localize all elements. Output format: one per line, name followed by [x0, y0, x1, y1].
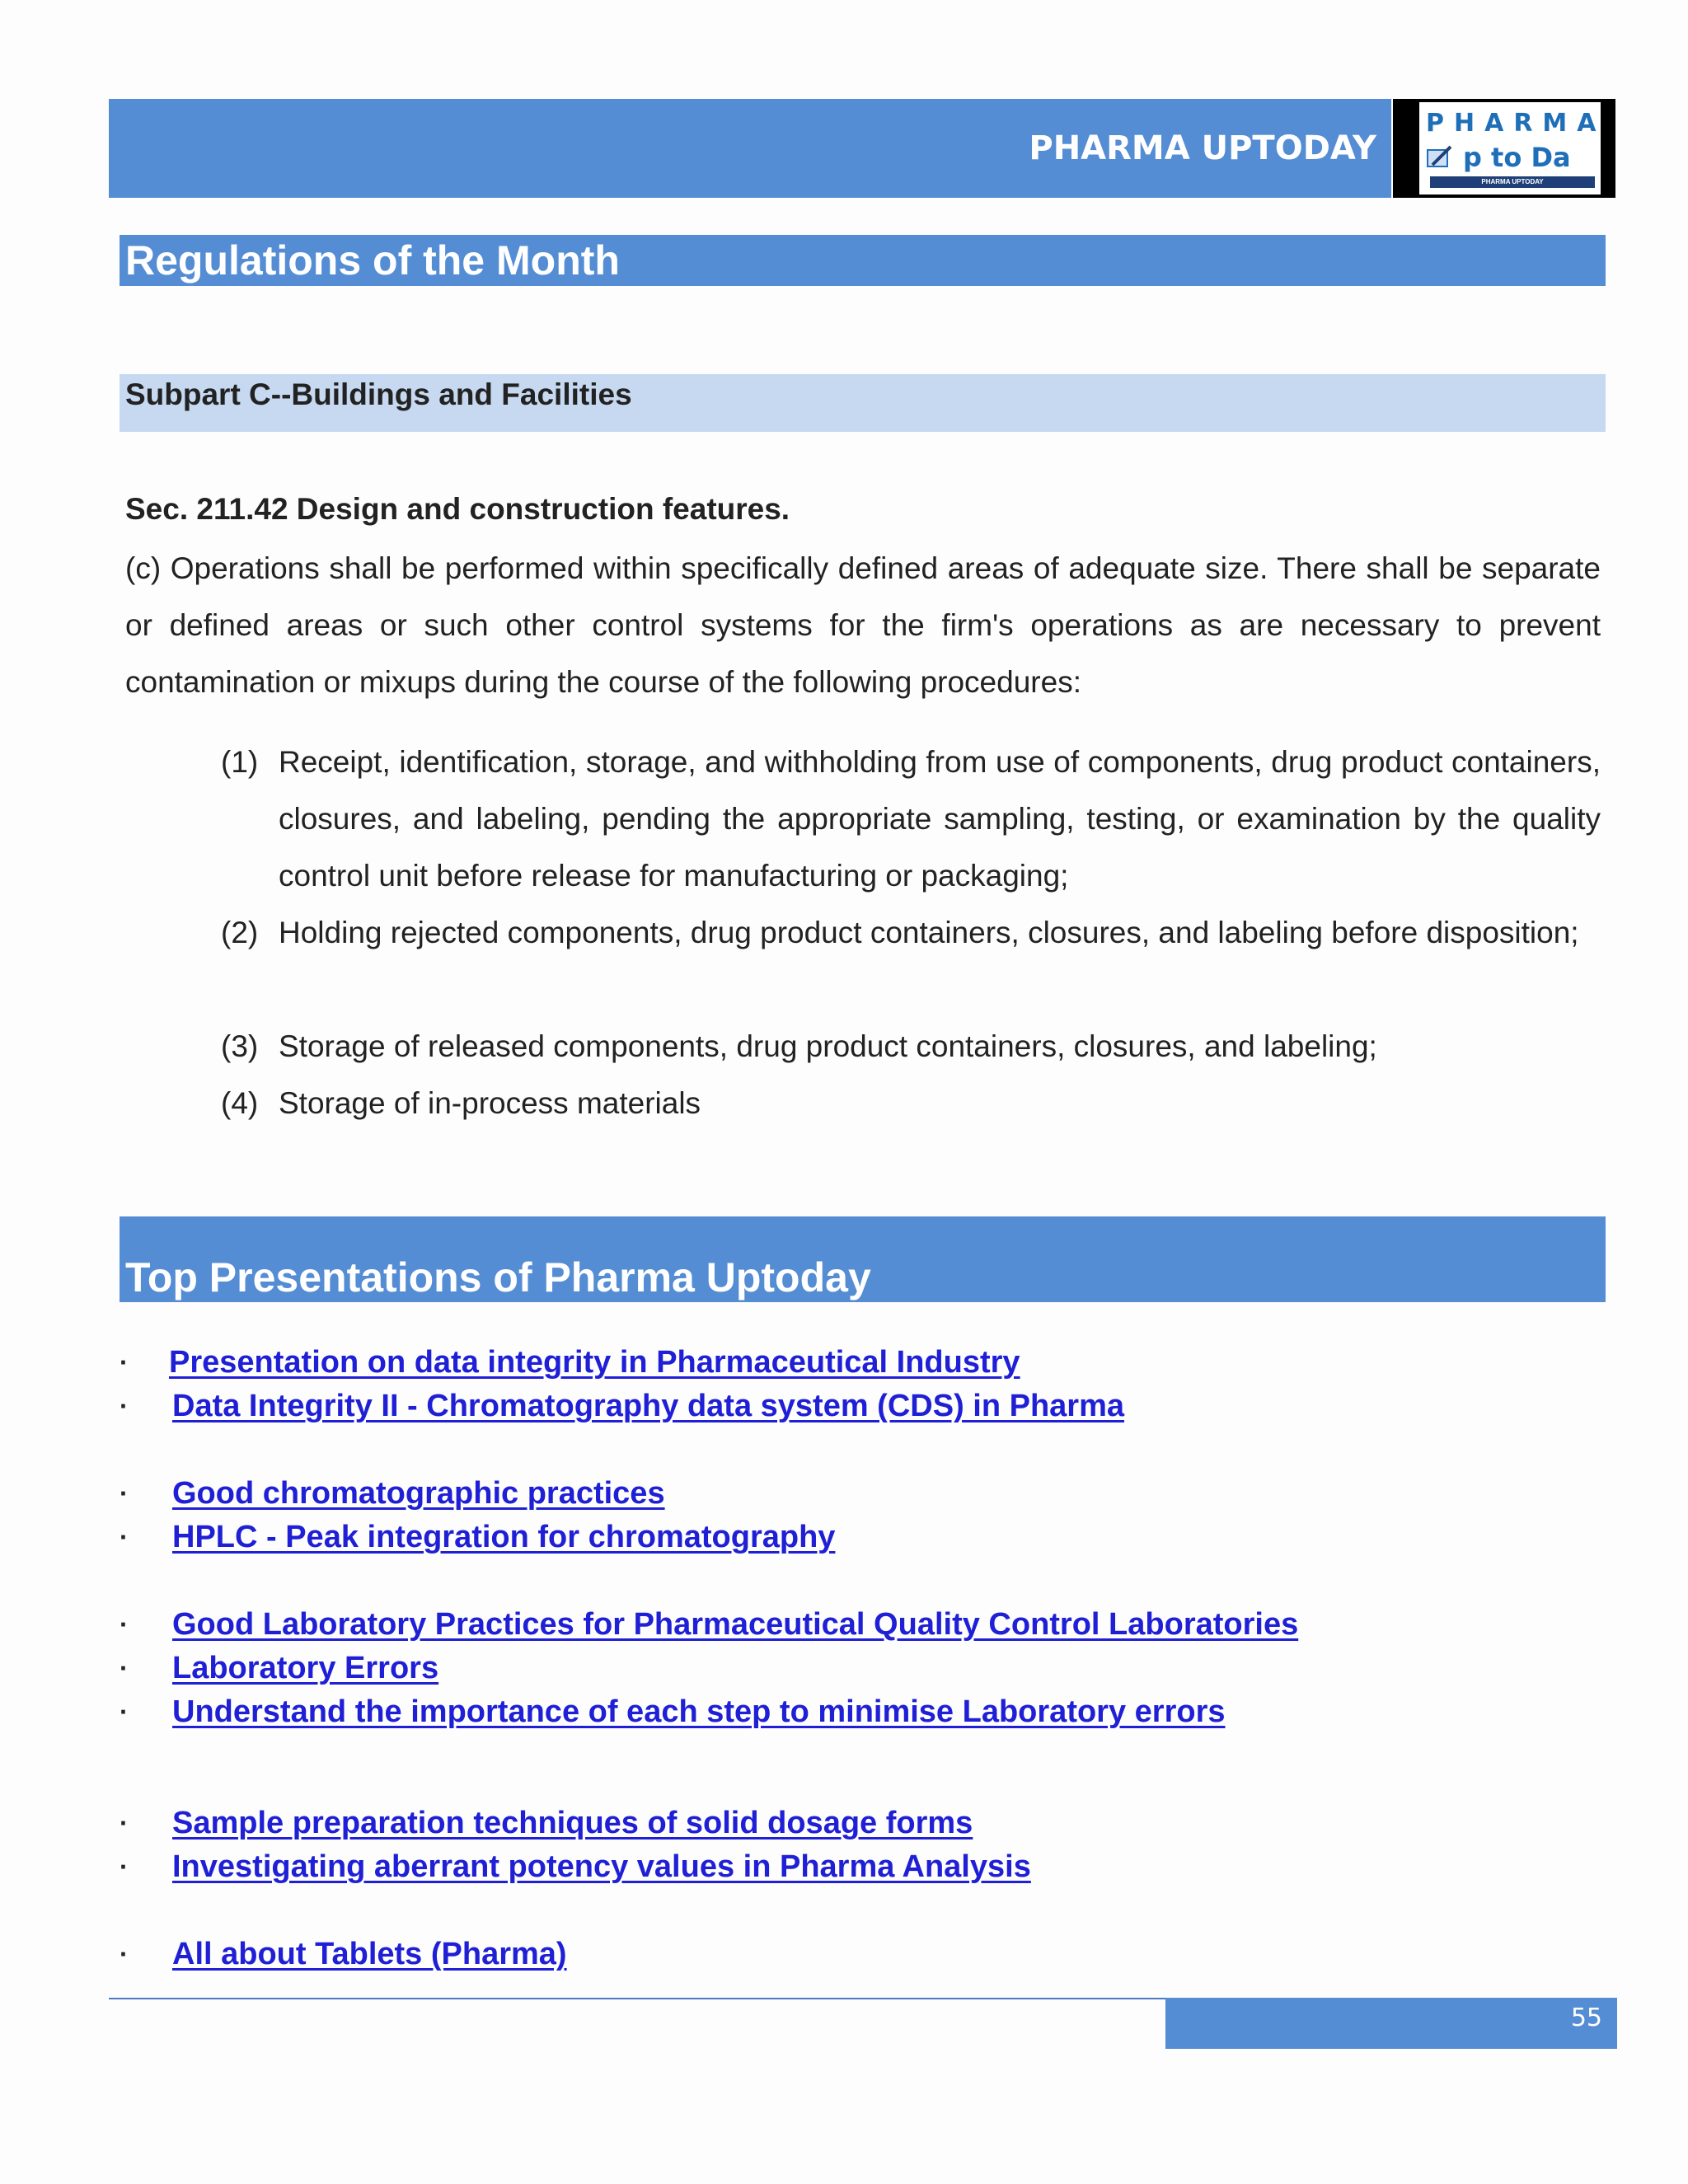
list-text: Holding rejected components, drug product containers, closures, and labeling before disposition;: [279, 916, 1579, 949]
bullet: ·: [120, 1653, 129, 1683]
bullet: ·: [120, 1479, 129, 1508]
logo-subtitle: [1438, 140, 1599, 175]
list-item: [221, 733, 1601, 904]
subpart-heading: Subpart C--Buildings and Facilities: [125, 377, 632, 411]
bullet: ·: [120, 1852, 129, 1882]
section-title: Sec. 211.42 Design and construction features.: [125, 492, 790, 526]
presentation-link[interactable]: Investigating aberrant potency values in Pharma Analysis: [172, 1849, 1031, 1884]
page-number: 55: [1570, 2004, 1602, 2032]
bullet: ·: [120, 1610, 129, 1639]
bullet: ·: [120, 1939, 129, 1969]
list-number: (4): [221, 1086, 259, 1120]
logo-caption: PHARMA UPTODAY: [1430, 176, 1595, 188]
list-number: (2): [221, 916, 259, 949]
presentation-link[interactable]: Sample preparation techniques of solid dosage forms: [172, 1806, 973, 1840]
list-item: [221, 1018, 1601, 1075]
presentation-link[interactable]: Good Laboratory Practices for Pharmaceutical Quality Control Laboratories: [172, 1607, 1299, 1642]
logo-word: PHARMA: [1426, 109, 1606, 138]
presentation-link[interactable]: Presentation on data integrity in Pharmaceutical Industry: [169, 1345, 1020, 1380]
bullet: ·: [120, 1522, 129, 1552]
header-title: PHARMA UPTODAY: [1029, 129, 1376, 167]
presentation-link[interactable]: All about Tablets (Pharma): [172, 1937, 567, 1971]
bullet: ·: [120, 1347, 129, 1377]
presentation-link[interactable]: Data Integrity II - Chromatography data system (CDS) in Pharma: [172, 1389, 1125, 1423]
list-text: Storage of in-process materials: [279, 1086, 701, 1120]
presentation-link[interactable]: Good chromatographic practices: [172, 1476, 665, 1511]
list-text: Storage of released components, drug product containers, closures, and labeling;: [279, 1029, 1377, 1063]
logo-subtitle-text: p to Da: [1463, 142, 1571, 173]
list-item: [221, 1075, 1601, 1132]
presentation-link[interactable]: Laboratory Errors: [172, 1651, 439, 1685]
list-item: [221, 904, 1601, 961]
section-paragraph: (c) Operations shall be performed within specifically defined areas of adequate size. There shall be separate or defined areas or such other control systems for the firm's operations as are necessary to prevent contamination or mixups during the course of the following procedures:: [125, 551, 1601, 699]
bullet: ·: [120, 1391, 129, 1421]
bullet: ·: [120, 1697, 129, 1727]
footer-divider: [109, 1998, 1345, 1999]
list-number: (3): [221, 1029, 259, 1063]
presentations-heading: Top Presentations of Pharma Uptoday: [125, 1254, 871, 1301]
presentation-link[interactable]: HPLC - Peak integration for chromatography: [172, 1520, 836, 1554]
regulations-heading: Regulations of the Month: [125, 237, 620, 284]
presentation-link[interactable]: Understand the importance of each step to minimise Laboratory errors: [172, 1694, 1226, 1729]
list-number: (1): [221, 745, 259, 779]
bullet: ·: [120, 1808, 129, 1838]
list-text: Receipt, identification, storage, and withholding from use of components, drug product containers, closures, and labeling, pending the appropriate sampling, testing, or examination by the quality control unit before release for manufacturing or packaging;: [279, 745, 1601, 893]
